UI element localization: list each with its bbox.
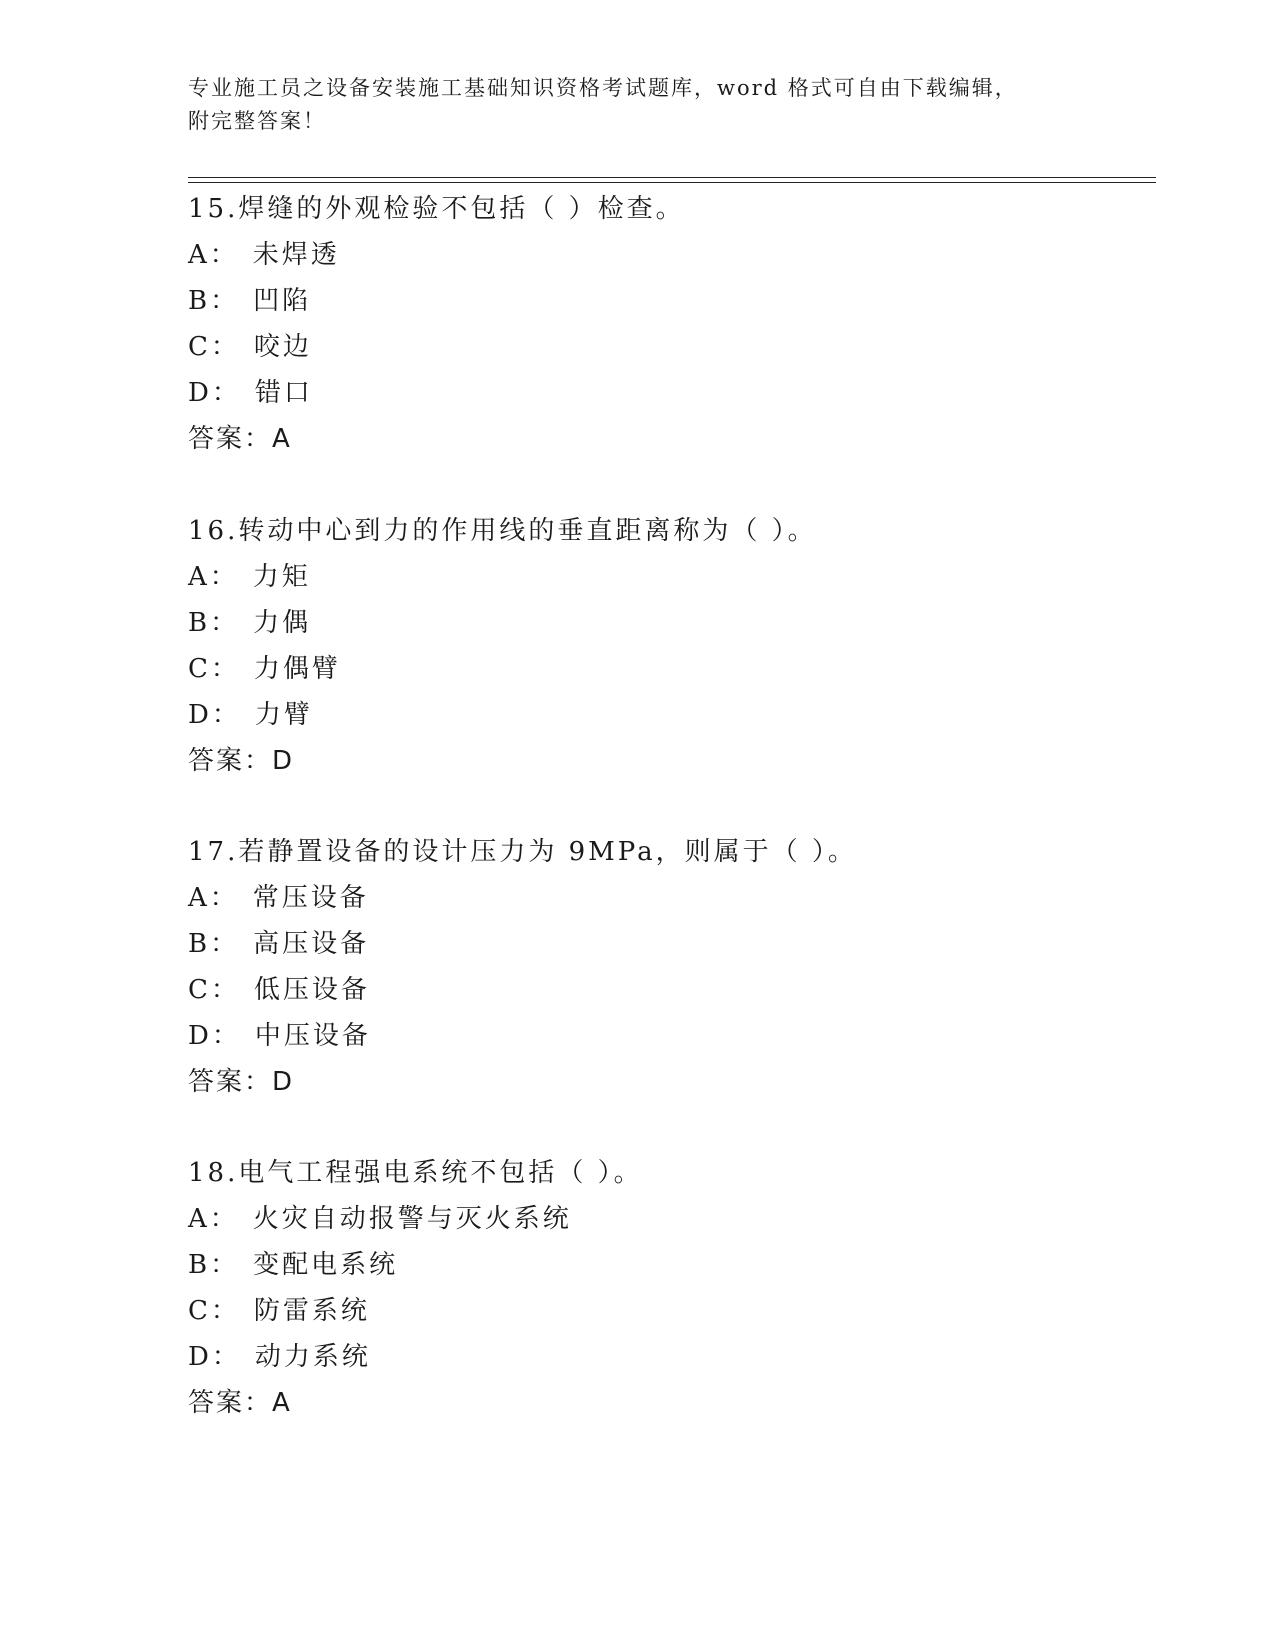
header-divider-top — [188, 177, 1156, 178]
option-text: 力偶 — [253, 608, 312, 638]
option-c — [188, 967, 1156, 1013]
option-letter: C： — [188, 975, 240, 1005]
option-text: 力臂 — [254, 700, 313, 730]
answer-line: 答案：A — [188, 424, 292, 454]
question-stem: 18.电气工程强电系统不包括（ ）。 — [188, 1158, 643, 1188]
option-d — [188, 370, 1156, 416]
option-letter: D： — [188, 700, 241, 730]
option-letter: A： — [188, 1204, 239, 1234]
option-c — [188, 646, 1156, 692]
answer-line: 答案：D — [188, 746, 295, 776]
option-text: 动力系统 — [254, 1342, 371, 1372]
option-b — [188, 600, 1156, 646]
option-letter: A： — [188, 562, 239, 592]
header-line-1: 专业施工员之设备安装施工基础知识资格考试题库，word 格式可自由下载编辑， — [188, 76, 1018, 100]
option-text: 变配电系统 — [253, 1250, 399, 1280]
question-16 — [188, 508, 1156, 784]
option-text: 火灾自动报警与灭火系统 — [252, 1204, 572, 1234]
answer-line: 答案：D — [188, 1067, 295, 1097]
option-letter: D： — [188, 1021, 241, 1051]
option-letter: B： — [188, 1250, 240, 1280]
option-a — [188, 554, 1156, 600]
option-text: 错口 — [254, 378, 313, 408]
option-c — [188, 324, 1156, 370]
header-line-2: 附完整答案！ — [188, 109, 326, 133]
option-letter: C： — [188, 332, 240, 362]
option-d — [188, 692, 1156, 738]
option-text: 咬边 — [253, 332, 312, 362]
option-letter: D： — [188, 1342, 241, 1372]
option-b — [188, 921, 1156, 967]
option-text: 凹陷 — [253, 286, 312, 316]
answer-line: 答案：A — [188, 1388, 292, 1418]
option-text: 低压设备 — [253, 975, 370, 1005]
question-stem: 17.若静置设备的设计压力为 9MPa，则属于（ ）。 — [188, 837, 857, 867]
option-letter: B： — [188, 929, 240, 959]
question-18 — [188, 1150, 1156, 1426]
header-divider-bottom — [188, 182, 1156, 183]
option-a — [188, 1196, 1156, 1242]
option-text: 中压设备 — [254, 1021, 371, 1051]
option-d — [188, 1013, 1156, 1059]
option-letter: A： — [188, 240, 239, 270]
question-stem: 15.焊缝的外观检验不包括（ ）检查。 — [188, 194, 685, 224]
document-header — [188, 72, 1068, 138]
question-stem: 16.转动中心到力的作用线的垂直距离称为（ ）。 — [188, 516, 817, 546]
question-15 — [188, 186, 1156, 462]
option-text: 力偶臂 — [253, 654, 341, 684]
option-text: 常压设备 — [252, 883, 369, 913]
option-text: 防雷系统 — [253, 1296, 370, 1326]
option-letter: C： — [188, 1296, 240, 1326]
option-c — [188, 1288, 1156, 1334]
option-b — [188, 278, 1156, 324]
option-a — [188, 232, 1156, 278]
question-17 — [188, 829, 1156, 1105]
option-letter: C： — [188, 654, 240, 684]
option-b — [188, 1242, 1156, 1288]
option-text: 力矩 — [252, 562, 311, 592]
option-d — [188, 1334, 1156, 1380]
option-letter: B： — [188, 286, 240, 316]
option-letter: D： — [188, 378, 241, 408]
option-letter: B： — [188, 608, 240, 638]
option-letter: A： — [188, 883, 239, 913]
option-a — [188, 875, 1156, 921]
option-text: 未焊透 — [252, 240, 340, 270]
option-text: 高压设备 — [253, 929, 370, 959]
